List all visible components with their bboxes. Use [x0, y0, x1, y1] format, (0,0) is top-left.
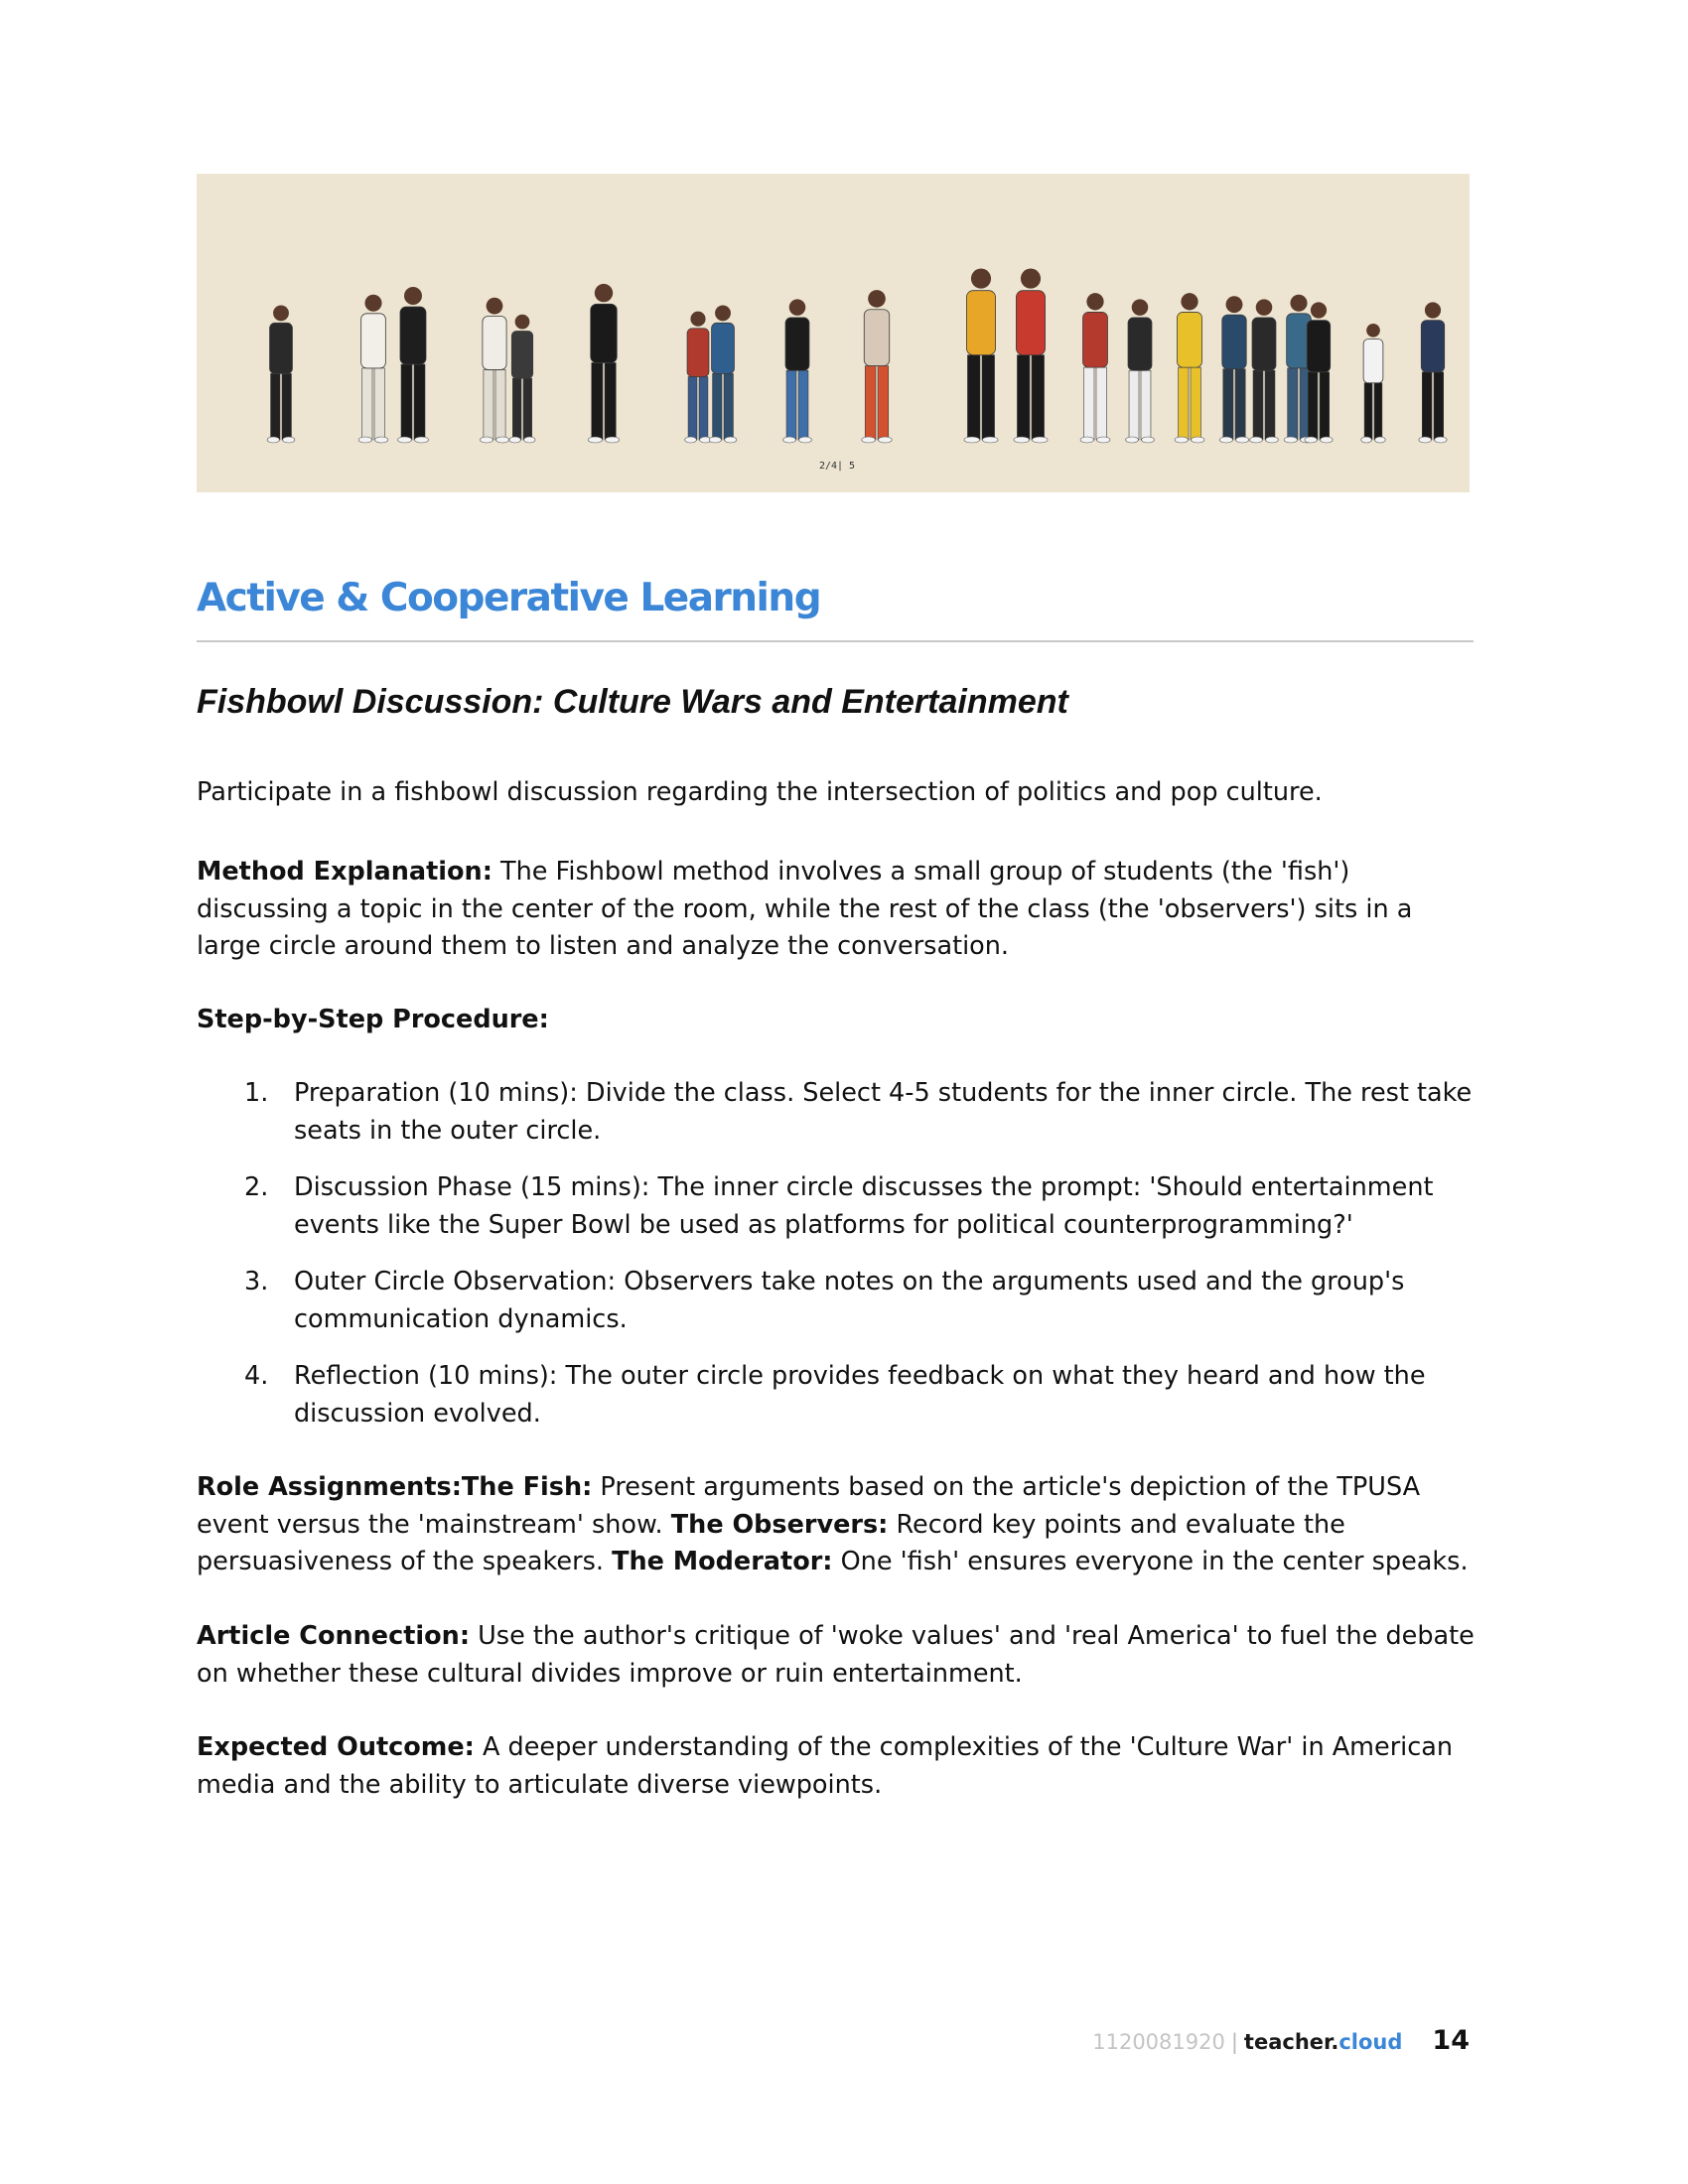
brand-domain: cloud — [1338, 2030, 1403, 2054]
banner-caption: 2/4| 5 — [818, 461, 856, 472]
procedure-heading — [197, 1002, 1477, 1039]
step-text: Outer Circle Observation: Observers take notes on the arguments used and the group's communication dynamics. — [294, 1267, 1405, 1334]
standing-figure — [709, 305, 737, 443]
step-text: Reflection (10 mins): The outer circle provides feedback on what they heard and how the discussion evolved. — [294, 1361, 1426, 1429]
document-code: 1120081920 — [1092, 2030, 1225, 2054]
roles-label: Role Assignments: — [197, 1472, 462, 1502]
standing-figure — [964, 269, 998, 443]
method-label: Method Explanation: — [197, 857, 492, 887]
standing-figure — [1175, 293, 1204, 443]
article-connection-text: Use the author's critique of 'woke values' and 'real America' to fuel the debate on whether these cultural divides improve or ruin entertainment. — [197, 1621, 1475, 1689]
step-number: 3. — [244, 1267, 269, 1297]
standing-figure — [1014, 269, 1048, 443]
people-illustration — [197, 174, 1470, 492]
list-item — [197, 1358, 1477, 1433]
standing-figure — [783, 299, 812, 443]
standing-figure — [480, 298, 508, 443]
procedure-list — [197, 1075, 1477, 1452]
standing-figure — [862, 290, 892, 443]
step-number: 4. — [244, 1361, 269, 1391]
title-divider — [197, 640, 1474, 642]
page-footer — [1092, 2025, 1470, 2056]
observers-text: Record key points and evaluate the persuasiveness of the speakers. — [197, 1509, 1345, 1576]
fish-text: Present arguments based on the article's depiction of the TPUSA event versus the 'mainstream' show. — [197, 1472, 1421, 1540]
standing-figure — [509, 315, 535, 443]
step-number: 2. — [244, 1172, 269, 1202]
article-connection-label: Article Connection: — [197, 1621, 471, 1651]
step-text: Discussion Phase (15 mins): The inner circle discusses the prompt: 'Should entertainment events like the Super Bowl be used as platforms for political counterprogramming?' — [294, 1172, 1434, 1240]
brand-name: teacher. — [1243, 2030, 1339, 2054]
step-number: 1. — [244, 1078, 269, 1108]
step-text: Preparation (10 mins): Divide the class. Select 4-5 students for the inner circle. The rest take seats in the outer circle. — [294, 1078, 1473, 1146]
moderator-label: The Moderator: — [612, 1547, 833, 1576]
standing-figure — [1219, 296, 1248, 443]
expected-outcome-text: A deeper understanding of the complexities of the 'Culture War' in American media and the ability to articulate diverse viewpoints. — [197, 1732, 1454, 1800]
article-connection-paragraph — [197, 1618, 1477, 1693]
activity-title: Fishbowl Discussion: Culture Wars and Entertainment — [197, 683, 1068, 721]
list-item — [197, 1264, 1477, 1338]
moderator-text: One 'fish' ensures everyone in the center speaks. — [832, 1547, 1469, 1576]
procedure-heading-label: Step-by-Step Procedure: — [197, 1005, 549, 1034]
observers-label: The Observers: — [670, 1509, 889, 1540]
standing-figure — [267, 305, 295, 443]
method-paragraph — [197, 854, 1477, 966]
section-title: Active & Cooperative Learning — [197, 576, 821, 620]
standing-figure — [1080, 293, 1110, 443]
expected-outcome-label: Expected Outcome: — [197, 1732, 475, 1762]
standing-figure — [1305, 302, 1333, 443]
standing-figure — [358, 295, 388, 443]
page-number: 14 — [1432, 2025, 1470, 2056]
fish-label: The Fish: — [461, 1472, 593, 1502]
standing-figure — [685, 312, 712, 443]
standing-figure — [1419, 302, 1447, 443]
intro-paragraph: Participate in a fishbowl discussion regarding the intersection of politics and pop culture. — [197, 777, 1323, 807]
standing-figure — [398, 287, 429, 443]
standing-figure — [1126, 299, 1155, 443]
list-item — [197, 1075, 1477, 1150]
standing-figure — [588, 284, 620, 443]
standing-figure — [1361, 324, 1386, 443]
list-item — [197, 1169, 1477, 1244]
roles-paragraph — [197, 1469, 1477, 1581]
standing-figure — [1250, 299, 1279, 443]
method-text: The Fishbowl method involves a small group of students (the 'fish') discussing a topic in the center of the room, while the rest of the class (the 'observers') sits in a large circle around them to listen and analyze the conversation. — [197, 857, 1413, 961]
expected-outcome-paragraph — [197, 1729, 1477, 1804]
footer-separator: | — [1230, 2030, 1238, 2054]
header-illustration — [197, 174, 1470, 492]
